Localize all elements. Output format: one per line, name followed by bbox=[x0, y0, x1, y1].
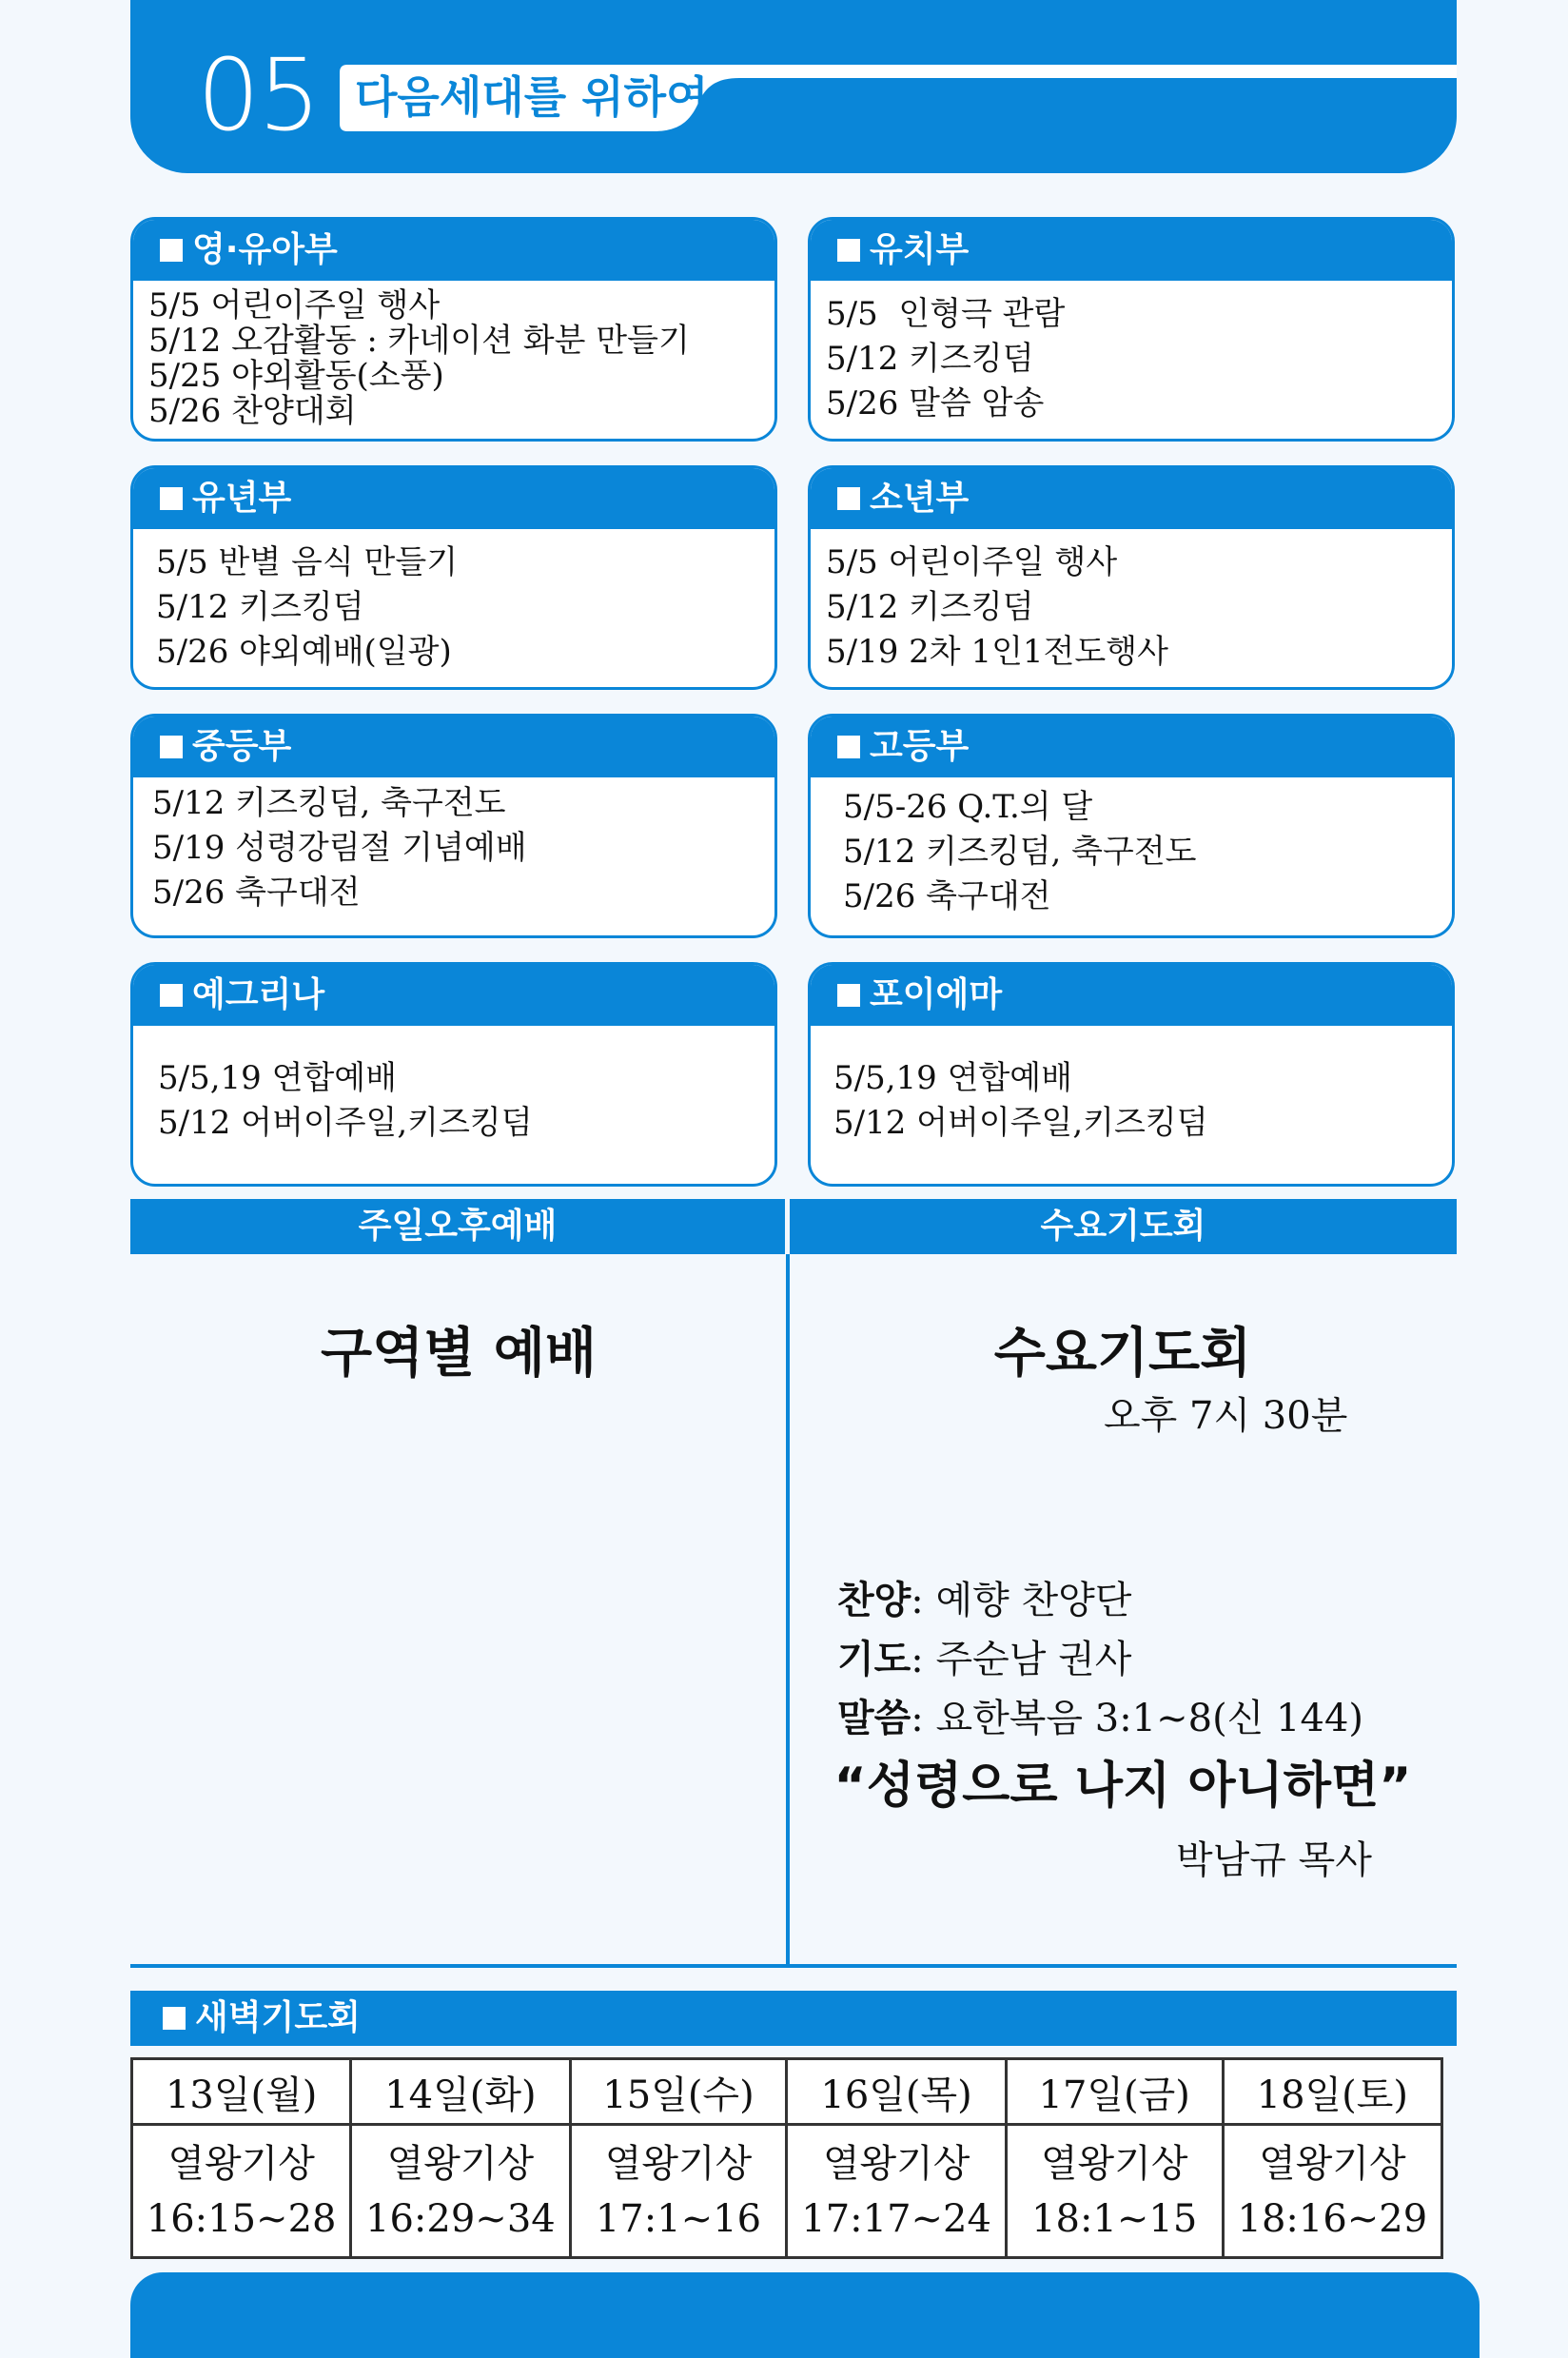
card-body bbox=[811, 281, 1452, 426]
list-item: 5/5 인형극 관람 bbox=[826, 295, 1066, 333]
passage-cell: 열왕기상 17:17~24 bbox=[787, 2125, 1006, 2258]
list-item: 5/26 축구대전 bbox=[152, 874, 361, 912]
card-header: 소년부 bbox=[811, 468, 1452, 529]
word-value: 요한복음 3:1~8(신 144) bbox=[935, 1697, 1364, 1740]
passage-cell: 열왕기상 18:1~15 bbox=[1006, 2125, 1223, 2258]
passage-cell: 열왕기상 17:1~16 bbox=[570, 2125, 787, 2258]
list-item: 5/5 어린이주일 행사 bbox=[826, 543, 1118, 581]
list-item: 5/5 반별 음식 만들기 bbox=[156, 543, 459, 581]
list-item: 5/12 키즈킹덤, 축구전도 bbox=[843, 833, 1197, 871]
square-bullet-icon bbox=[160, 239, 183, 262]
list-item: 5/12 오감활동 : 카네이션 화분 만들기 bbox=[148, 322, 690, 360]
card-high-school bbox=[808, 714, 1455, 938]
card-body bbox=[133, 529, 774, 675]
dawn-prayer-bar: 새벽기도회 bbox=[130, 1991, 1457, 2046]
card-infant-toddler bbox=[130, 217, 777, 442]
praise-label: 찬양 bbox=[837, 1579, 911, 1622]
card-elementary-senior bbox=[808, 465, 1455, 690]
card-body bbox=[133, 281, 774, 429]
day-cell: 15일(수) bbox=[570, 2059, 787, 2125]
card-kindergarten bbox=[808, 217, 1455, 442]
day-cell: 13일(월) bbox=[132, 2059, 351, 2125]
day-cell: 17일(금) bbox=[1006, 2059, 1223, 2125]
list-item: 5/5,19 연합예배 bbox=[158, 1059, 397, 1097]
praise-row: 찬양: 예향 찬양단 bbox=[837, 1579, 1132, 1622]
card-body bbox=[811, 777, 1452, 919]
card-poiema bbox=[808, 962, 1455, 1187]
card-header: 유치부 bbox=[811, 220, 1452, 281]
word-label: 말씀 bbox=[837, 1697, 911, 1740]
prayer-row: 기도: 주순남 권사 bbox=[837, 1638, 1132, 1681]
day-cell: 14일(화) bbox=[351, 2059, 570, 2125]
list-item: 5/25 야외활동(소풍) bbox=[148, 357, 444, 395]
table-row bbox=[132, 2125, 1442, 2258]
square-bullet-icon bbox=[160, 736, 183, 758]
list-item: 5/12 키즈킹덤 bbox=[826, 340, 1034, 378]
card-header: 고등부 bbox=[811, 717, 1452, 777]
card-elementary-junior bbox=[130, 465, 777, 690]
card-header: 포이에마 bbox=[811, 965, 1452, 1026]
card-body bbox=[133, 1026, 774, 1146]
wednesday-service-time: 오후 7시 30분 bbox=[1104, 1394, 1348, 1438]
wednesday-service-title: 수요기도회 bbox=[993, 1323, 1252, 1385]
square-bullet-icon bbox=[160, 487, 183, 510]
square-bullet-icon bbox=[837, 239, 860, 262]
prayer-value: 주순남 권사 bbox=[935, 1638, 1132, 1681]
sermon-title: “성령으로 나지 아니하면” bbox=[833, 1758, 1412, 1815]
card-middle-school bbox=[130, 714, 777, 938]
card-body bbox=[133, 777, 774, 915]
prayer-label: 기도 bbox=[837, 1638, 911, 1681]
square-bullet-icon bbox=[160, 984, 183, 1007]
section-title: 다음세대를 위하여 bbox=[355, 71, 709, 123]
wednesday-bar: 수요기도회 bbox=[790, 1199, 1457, 1254]
list-item: 5/12 키즈킹덤 bbox=[156, 588, 364, 626]
day-cell: 18일(토) bbox=[1223, 2059, 1441, 2125]
list-item: 5/19 2차 1인1전도행사 bbox=[826, 633, 1168, 671]
preacher: 박남규 목사 bbox=[1176, 1838, 1372, 1882]
page-header bbox=[130, 0, 1457, 173]
list-item: 5/26 말씀 암송 bbox=[826, 384, 1045, 422]
sunday-service-title: 구역별 예배 bbox=[321, 1323, 597, 1385]
section-bottom-line bbox=[130, 1964, 1457, 1968]
table-row bbox=[132, 2059, 1442, 2125]
list-item: 5/5-26 Q.T.의 달 bbox=[843, 788, 1093, 826]
square-bullet-icon bbox=[837, 736, 860, 758]
square-bullet-icon bbox=[163, 2007, 186, 2030]
square-bullet-icon bbox=[837, 487, 860, 510]
list-item: 5/26 찬양대회 bbox=[148, 392, 357, 430]
card-header: 중등부 bbox=[133, 717, 774, 777]
list-item: 5/12 어버이주일,키즈킹덤 bbox=[158, 1104, 533, 1142]
square-bullet-icon bbox=[837, 984, 860, 1007]
list-item: 5/26 야외예배(일광) bbox=[156, 633, 452, 671]
sunday-afternoon-bar: 주일오후예배 bbox=[130, 1199, 785, 1254]
list-item: 5/19 성령강림절 기념예배 bbox=[152, 829, 527, 867]
word-row: 말씀: 요한복음 3:1~8(신 144) bbox=[837, 1697, 1364, 1740]
passage-cell: 열왕기상 18:16~29 bbox=[1223, 2125, 1441, 2258]
list-item: 5/12 키즈킹덤, 축구전도 bbox=[152, 784, 506, 822]
list-item: 5/26 축구대전 bbox=[843, 877, 1051, 915]
list-item: 5/5 어린이주일 행사 bbox=[148, 286, 441, 324]
card-header: 영·유아부 bbox=[133, 220, 774, 281]
section-number: 05 bbox=[197, 37, 320, 153]
footer-bar bbox=[130, 2272, 1480, 2358]
card-yegeurina bbox=[130, 962, 777, 1187]
list-item: 5/12 키즈킹덤 bbox=[826, 588, 1034, 626]
list-item: 5/5,19 연합예배 bbox=[833, 1059, 1072, 1097]
card-body bbox=[811, 1026, 1452, 1146]
passage-cell: 열왕기상 16:29~34 bbox=[351, 2125, 570, 2258]
card-header: 예그리나 bbox=[133, 965, 774, 1026]
card-body bbox=[811, 529, 1452, 675]
list-item: 5/12 어버이주일,키즈킹덤 bbox=[833, 1104, 1208, 1142]
dawn-prayer-table bbox=[130, 2057, 1443, 2259]
day-cell: 16일(목) bbox=[787, 2059, 1006, 2125]
praise-value: 예향 찬양단 bbox=[935, 1579, 1132, 1622]
passage-cell: 열왕기상 16:15~28 bbox=[132, 2125, 351, 2258]
card-header: 유년부 bbox=[133, 468, 774, 529]
